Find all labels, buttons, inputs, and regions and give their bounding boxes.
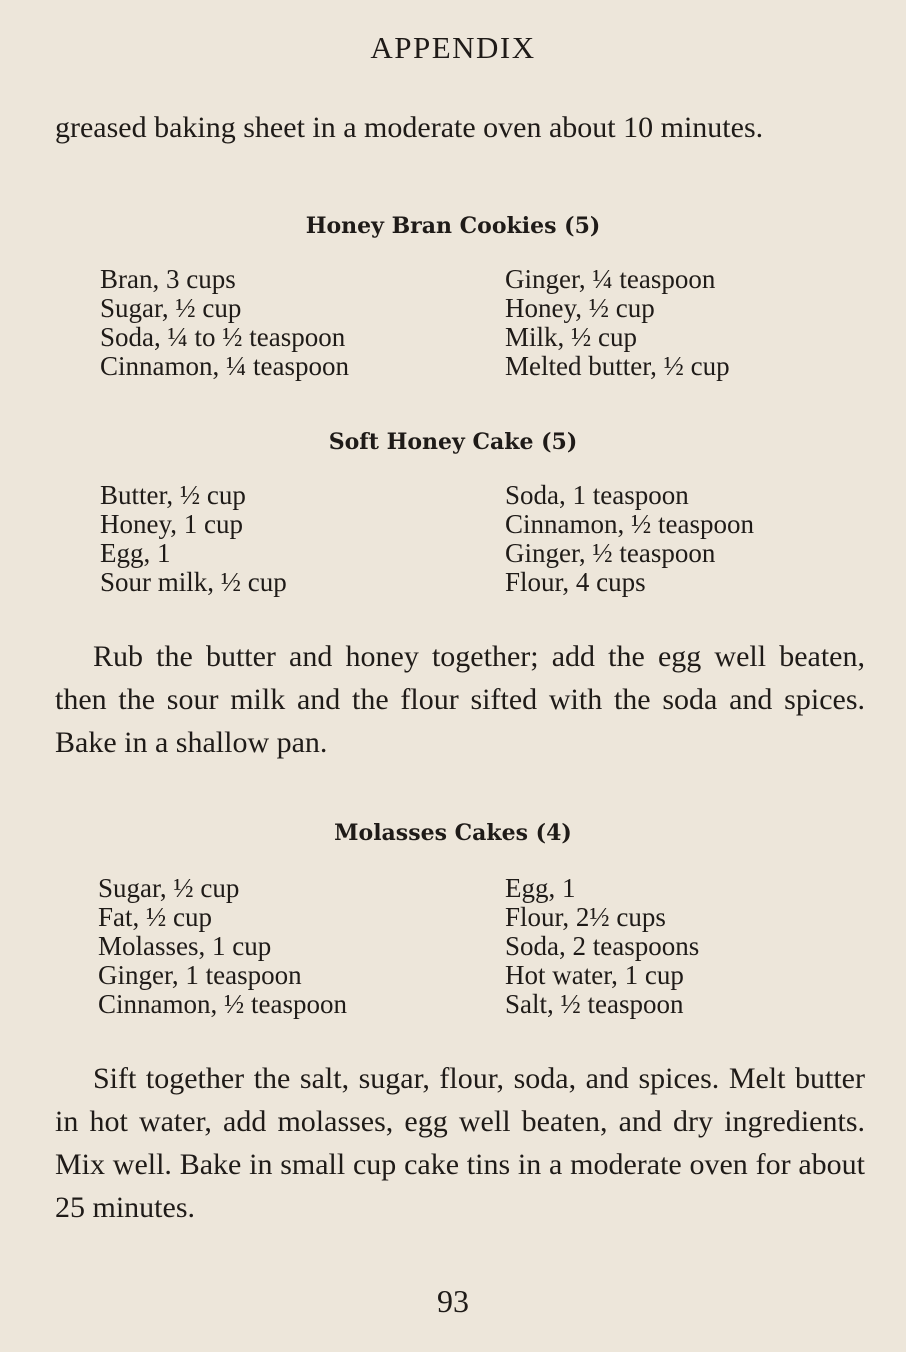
intro-paragraph: greased baking sheet in a moderate oven about 10 minutes. xyxy=(55,111,764,144)
ingredients-right-honey-bran-cookies xyxy=(505,265,730,381)
ingredient-item: Ginger, ¼ teaspoon xyxy=(505,264,716,294)
ingredient-item: Soda, 1 teaspoon xyxy=(505,480,689,510)
recipe-title-soft-honey-cake: Soft Honey Cake (5) xyxy=(328,429,578,455)
ingredient-item: Bran, 3 cups xyxy=(100,264,236,294)
ingredient-item: Flour, 2½ cups xyxy=(505,902,666,932)
ingredient-item: Ginger, 1 teaspoon xyxy=(98,960,302,990)
ingredient-item: Cinnamon, ¼ teaspoon xyxy=(100,351,349,381)
ingredient-item: Milk, ½ cup xyxy=(505,322,637,352)
ingredient-item: Hot water, 1 cup xyxy=(505,960,684,990)
ingredient-item: Ginger, ½ teaspoon xyxy=(505,538,716,568)
ingredients-left-honey-bran-cookies xyxy=(100,265,349,381)
ingredient-item: Cinnamon, ½ teaspoon xyxy=(505,509,754,539)
ingredient-item: Egg, 1 xyxy=(100,538,171,568)
recipe-title-honey-bran-cookies: Honey Bran Cookies (5) xyxy=(305,213,601,239)
ingredient-item: Sugar, ½ cup xyxy=(98,873,240,903)
ingredient-item: Butter, ½ cup xyxy=(100,480,246,510)
ingredients-right-molasses-cakes xyxy=(505,874,699,1019)
ingredients-right-soft-honey-cake xyxy=(505,481,754,597)
ingredient-item: Honey, 1 cup xyxy=(100,509,243,539)
ingredient-item: Soda, 2 teaspoons xyxy=(505,931,700,961)
ingredients-left-soft-honey-cake xyxy=(100,481,287,597)
directions-molasses-cakes: Sift together the salt, sugar, flour, soda, and spices. Melt butter in hot water, add molasses, egg well beaten, and dry ingredients. Mix well. Bake in small cup cake tins in a moderate oven for about 25 minutes. xyxy=(55,1062,865,1224)
directions-soft-honey-cake: Rub the butter and honey together; add the egg well beaten, then the sour milk and the flour sifted with the soda and spices. Bake in a shallow pan. xyxy=(55,640,865,759)
ingredient-item: Molasses, 1 cup xyxy=(98,931,272,961)
page-number: 93 xyxy=(437,1283,469,1319)
ingredient-item: Fat, ½ cup xyxy=(98,902,212,932)
ingredients-left-molasses-cakes xyxy=(98,874,347,1019)
ingredient-item: Cinnamon, ½ teaspoon xyxy=(98,989,347,1019)
ingredient-item: Egg, 1 xyxy=(505,873,576,903)
recipe-title-molasses-cakes: Molasses Cakes (4) xyxy=(334,820,572,846)
running-head: APPENDIX xyxy=(370,30,536,65)
ingredient-item: Soda, ¼ to ½ teaspoon xyxy=(100,322,346,352)
ingredient-item: Melted butter, ½ cup xyxy=(505,351,730,381)
ingredient-item: Salt, ½ teaspoon xyxy=(505,989,684,1019)
ingredient-item: Sour milk, ½ cup xyxy=(100,567,287,597)
ingredient-item: Honey, ½ cup xyxy=(505,293,655,323)
ingredient-item: Sugar, ½ cup xyxy=(100,293,242,323)
ingredient-item: Flour, 4 cups xyxy=(505,567,646,597)
